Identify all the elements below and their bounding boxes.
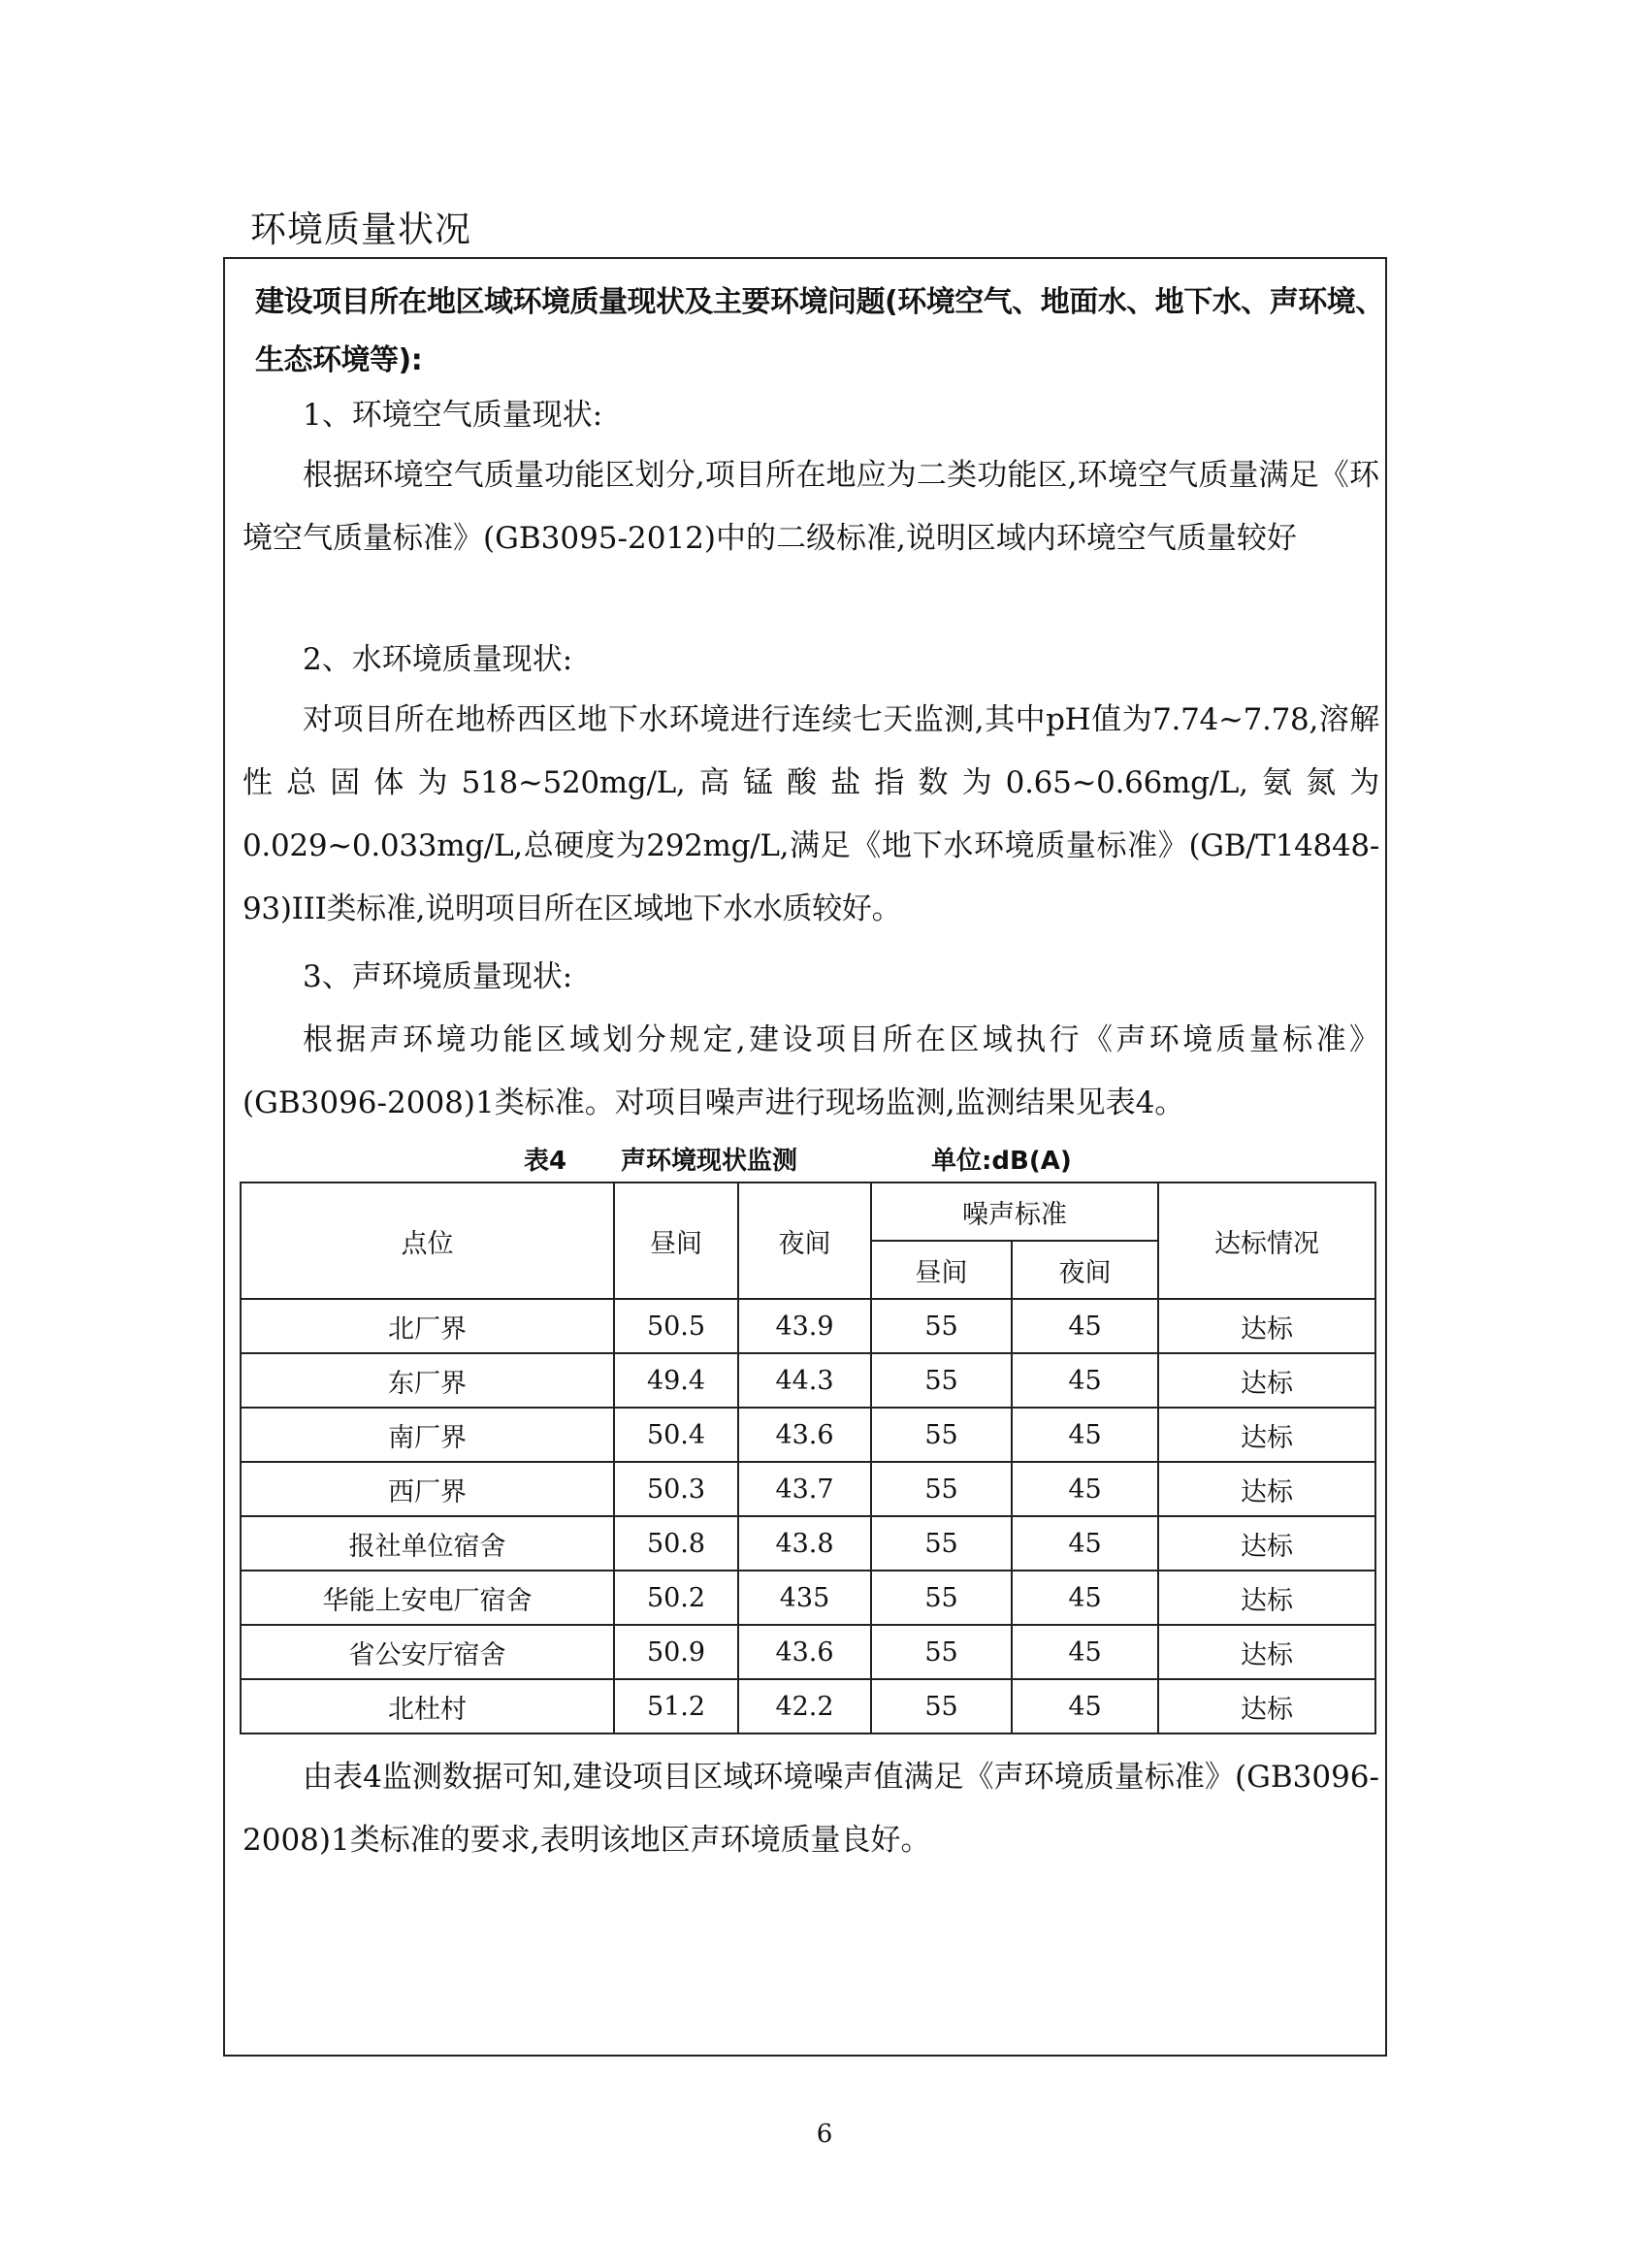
page-number: 6	[816, 2120, 833, 2149]
header-point: 点位	[241, 1183, 614, 1299]
air-quality-text: 根据环境空气质量功能区划分,项目所在地应为二类功能区,环境空气质量满足《环境空气质量标准》(GB3095-2012)中的二级标准,说明区域内环境空气质量较好	[242, 458, 1379, 556]
cell-result: 达标	[1158, 1571, 1375, 1625]
table-caption-number: 表4	[524, 1147, 567, 1176]
cell-result: 达标	[1158, 1353, 1375, 1408]
table-row	[241, 1571, 1375, 1625]
noise-monitoring-table	[240, 1182, 1376, 1734]
cell-standard-day: 55	[871, 1299, 1012, 1353]
water-quality-heading: 2、水环境质量现状:	[303, 642, 573, 677]
cell-day: 50.8	[614, 1516, 738, 1571]
cell-standard-day: 55	[871, 1571, 1012, 1625]
cell-standard-night: 45	[1012, 1679, 1158, 1733]
cell-point: 华能上安电厂宿舍	[241, 1571, 614, 1625]
cell-standard-night: 45	[1012, 1625, 1158, 1679]
cell-night: 42.2	[738, 1679, 871, 1733]
cell-standard-day: 55	[871, 1462, 1012, 1516]
section-title: 环境质量状况	[250, 209, 471, 250]
cell-standard-day: 55	[871, 1353, 1012, 1408]
header-standard-night: 夜间	[1012, 1241, 1158, 1299]
header-night: 夜间	[738, 1183, 871, 1299]
cell-point: 报社单位宿舍	[241, 1516, 614, 1571]
cell-point: 东厂界	[241, 1353, 614, 1408]
cell-point: 西厂界	[241, 1462, 614, 1516]
cell-result: 达标	[1158, 1625, 1375, 1679]
cell-night: 435	[738, 1571, 871, 1625]
cell-day: 50.4	[614, 1408, 738, 1462]
header-day: 昼间	[614, 1183, 738, 1299]
cell-standard-night: 45	[1012, 1516, 1158, 1571]
cell-day: 49.4	[614, 1353, 738, 1408]
noise-quality-text: 根据声环境功能区域划分规定,建设项目所在区域执行《声环境质量标准》(GB3096-2008)1类标准。对项目噪声进行现场监测,监测结果见表4。	[242, 1022, 1379, 1120]
cell-night: 43.9	[738, 1299, 871, 1353]
question-heading: 建设项目所在地区域环境质量现状及主要环境问题(环境空气、地面水、地下水、声环境、生态环境等):	[255, 285, 1384, 377]
cell-day: 51.2	[614, 1679, 738, 1733]
cell-result: 达标	[1158, 1462, 1375, 1516]
cell-night: 43.6	[738, 1408, 871, 1462]
cell-result: 达标	[1158, 1408, 1375, 1462]
cell-standard-day: 55	[871, 1408, 1012, 1462]
cell-result: 达标	[1158, 1679, 1375, 1733]
cell-point: 南厂界	[241, 1408, 614, 1462]
noise-quality-heading: 3、声环境质量现状:	[303, 959, 573, 994]
cell-point: 北杜村	[241, 1679, 614, 1733]
cell-night: 43.7	[738, 1462, 871, 1516]
cell-standard-night: 45	[1012, 1353, 1158, 1408]
table-row	[241, 1625, 1375, 1679]
cell-result: 达标	[1158, 1299, 1375, 1353]
cell-day: 50.5	[614, 1299, 738, 1353]
table-caption-unit: 单位:dB(A)	[931, 1147, 1072, 1176]
cell-standard-night: 45	[1012, 1462, 1158, 1516]
cell-point: 省公安厅宿舍	[241, 1625, 614, 1679]
cell-day: 50.2	[614, 1571, 738, 1625]
header-standard-day: 昼间	[871, 1241, 1012, 1299]
cell-standard-day: 55	[871, 1516, 1012, 1571]
cell-standard-night: 45	[1012, 1571, 1158, 1625]
table-row	[241, 1679, 1375, 1733]
header-noise-standard: 噪声标准	[871, 1183, 1158, 1241]
cell-standard-night: 45	[1012, 1408, 1158, 1462]
table-row	[241, 1408, 1375, 1462]
cell-day: 50.9	[614, 1625, 738, 1679]
water-quality-text: 对项目所在地桥西区地下水环境进行连续七天监测,其中pH值为7.74~7.78,溶解性总固体为518~520mg/L,高锰酸盐指数为0.65~0.66mg/L,氨氮为0.029~0.033mg/L,总硬度为292mg/L,满足《地下水环境质量标准》(GB/T14848-93)III类标准,说明项目所在区域地下水水质较好。	[242, 702, 1379, 926]
conclusion-text: 由表4监测数据可知,建设项目区域环境噪声值满足《声环境质量标准》(GB3096-2008)1类标准的要求,表明该地区声环境质量良好。	[242, 1760, 1379, 1858]
table-row	[241, 1516, 1375, 1571]
cell-night: 43.8	[738, 1516, 871, 1571]
table-caption-title: 声环境现状监测	[621, 1147, 798, 1176]
cell-point: 北厂界	[241, 1299, 614, 1353]
cell-night: 44.3	[738, 1353, 871, 1408]
air-quality-heading: 1、环境空气质量现状:	[303, 398, 603, 433]
table-row	[241, 1299, 1375, 1353]
header-compliance: 达标情况	[1158, 1183, 1375, 1299]
cell-night: 43.6	[738, 1625, 871, 1679]
cell-day: 50.3	[614, 1462, 738, 1516]
cell-standard-day: 55	[871, 1625, 1012, 1679]
cell-result: 达标	[1158, 1516, 1375, 1571]
table-row	[241, 1353, 1375, 1408]
table-row	[241, 1462, 1375, 1516]
cell-standard-night: 45	[1012, 1299, 1158, 1353]
cell-standard-day: 55	[871, 1679, 1012, 1733]
